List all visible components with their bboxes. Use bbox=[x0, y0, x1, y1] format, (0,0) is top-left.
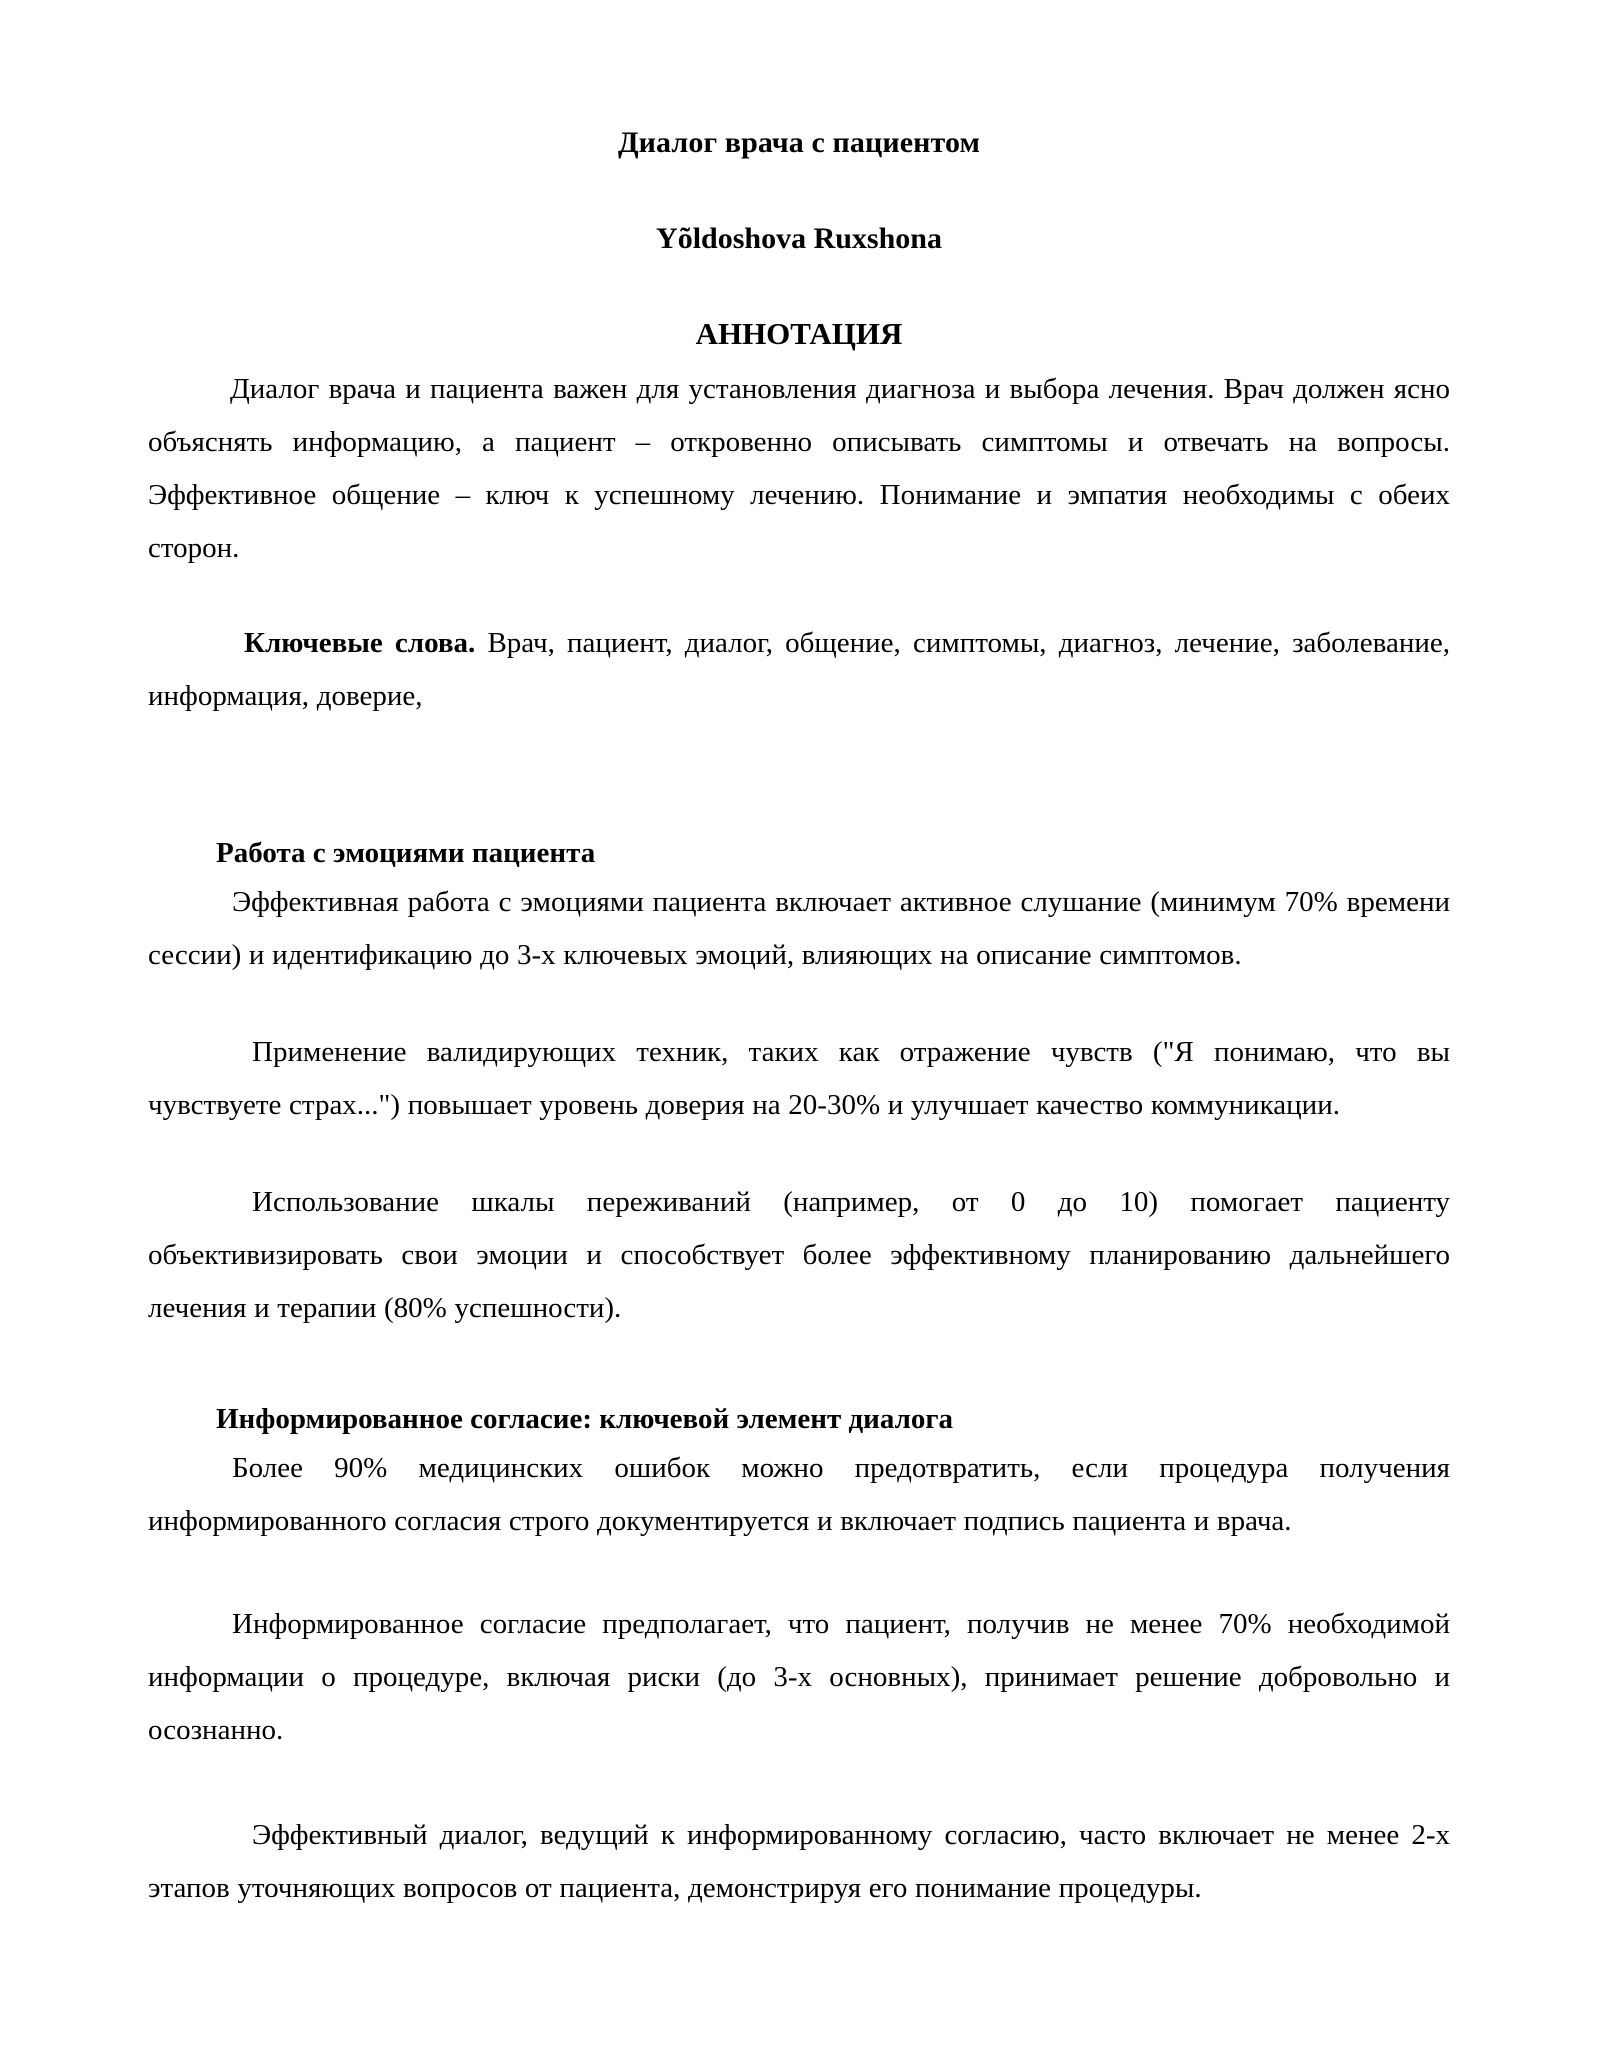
spacer bbox=[148, 575, 1450, 617]
spacer bbox=[148, 1757, 1450, 1809]
abstract-paragraph: Диалог врача и пациента важен для установления диагноза и выбора лечения. Врач должен ясно объяснять информацию, а пациент – откровенно описывать симптомы и отвечать на вопросы. Эффективное общение – ключ к успешному лечению. Понимание и эмпатия необходимы с обеих сторон. bbox=[148, 373, 1450, 564]
section-paragraph: Использование шкалы переживаний (например, от 0 до 10) помогает пациенту объективизировать свои эмоции и способствует более эффективному планированию дальнейшего лечения и терапии (80% успешности). bbox=[148, 1186, 1450, 1324]
section-paragraph: Более 90% медицинских ошибок можно предотвратить, если процедура получения информированного согласия строго документируется и включает подпись пациента и врача. bbox=[148, 1452, 1450, 1537]
section-paragraph: Эффективный диалог, ведущий к информированному согласию, часто включает не менее 2-х этапов уточняющих вопросов от пациента, демонстрируя его понимание процедуры. bbox=[148, 1819, 1450, 1904]
page-title: Диалог врача с пациентом bbox=[617, 126, 981, 159]
spacer bbox=[148, 723, 1450, 839]
spacer bbox=[148, 1434, 1450, 1442]
spacer bbox=[148, 982, 1450, 1026]
section-paragraph: Информированное согласие предполагает, что пациент, получив не менее 70% необходимой информации о процедуре, включая риски (до 3-х основных), принимает решение добровольно и осознанно. bbox=[148, 1608, 1450, 1746]
spacer bbox=[148, 868, 1450, 876]
keywords-paragraph bbox=[148, 617, 1450, 723]
section-heading-informed-consent: Информированное согласие: ключевой элемент диалога bbox=[216, 1403, 954, 1435]
spacer bbox=[148, 1548, 1450, 1598]
spacer bbox=[148, 1132, 1450, 1176]
spacer bbox=[148, 349, 1450, 363]
keywords-list: Врач, пациент, диалог, общение, симптомы, диагноз, лечение, заболевание, информация, доверие, bbox=[148, 627, 1450, 712]
section-heading-emotions: Работа с эмоциями пациента bbox=[216, 837, 596, 869]
section-paragraph: Применение валидирующих техник, таких как отражение чувств ("Я понимаю, что вы чувствуете страх...") повышает уровень доверия на 20-30% и улучшает качество коммуникации. bbox=[148, 1036, 1450, 1121]
spacer bbox=[148, 1335, 1450, 1405]
author-name: Yõldoshova Ruxshona bbox=[656, 222, 942, 255]
abstract-heading: АННОТАЦИЯ bbox=[695, 316, 903, 351]
keywords-label: Ключевые слова. bbox=[244, 627, 476, 659]
document-content bbox=[148, 0, 1450, 1915]
section-paragraph: Эффективная работа с эмоциями пациента включает активное слушание (минимум 70% времени сессии) и идентификацию до 3-х ключевых эмоций, влияющих на описание симптомов. bbox=[148, 886, 1450, 971]
